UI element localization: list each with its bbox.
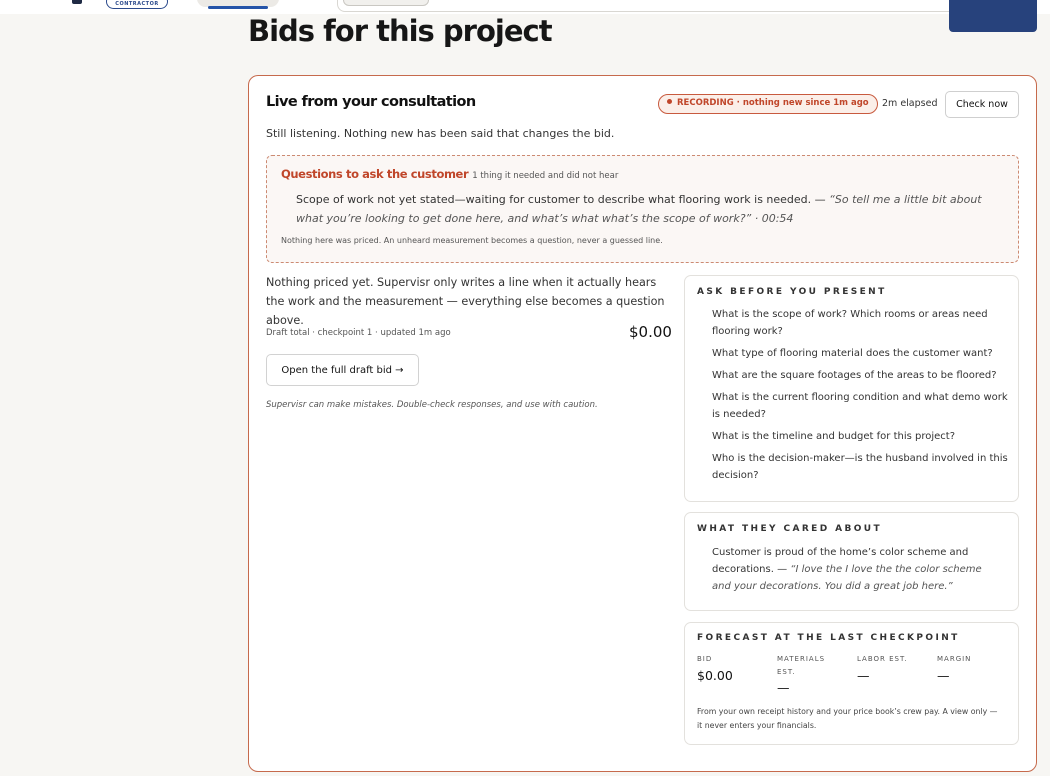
cared-about-text: Customer is proud of the home’s color scheme and decorations. — — [712, 547, 969, 575]
cared-about-heading: WHAT THEY CARED ABOUT — [697, 524, 883, 534]
ask-before-heading: ASK BEFORE YOU PRESENT — [697, 287, 887, 297]
search-filter-chip[interactable] — [343, 0, 429, 6]
questions-heading — [281, 167, 618, 181]
recording-status-badge — [658, 94, 878, 114]
page-title: Bids for this project — [248, 14, 552, 48]
draft-total-value: $0.00 — [629, 323, 672, 341]
listening-status-text: Still listening. Nothing new has been said that changes the bid. — [266, 127, 615, 140]
forecast-materials-label: MATERIALS EST. — [777, 655, 826, 676]
ask-question-list — [712, 306, 1008, 489]
ai-disclaimer: Supervisr can make mistakes. Double-check responses, and use with caution. — [266, 400, 598, 410]
forecast-note: From your own receipt history and your price book’s crew pay. A view only — it never enters your financials. — [697, 707, 998, 730]
contractor-badge: CONTRACTOR — [106, 0, 168, 9]
ask-question-item: What are the square footages of the areas to be floored? — [712, 370, 997, 381]
forecast-labor-label: LABOR EST. — [857, 655, 908, 663]
check-now-button[interactable]: Check now — [945, 91, 1019, 118]
live-section-title: Live from your consultation — [266, 94, 476, 110]
elapsed-time: 2m elapsed — [882, 98, 938, 109]
forecast-margin-label: MARGIN — [937, 655, 972, 663]
forecast-labor-value: — — [857, 668, 870, 683]
active-tab-indicator — [208, 6, 268, 9]
recording-label: RECORDING · nothing new since 1m ago — [677, 98, 869, 108]
question-quote: “So tell me a little bit about what you’re looking to get done here, and what’s what what’s the scope of work?” · 00:54 — [296, 193, 982, 225]
primary-action-button[interactable] — [949, 0, 1037, 32]
questions-subtitle: 1 thing it needed and did not hear — [472, 171, 619, 181]
forecast-bid-label: BID — [697, 655, 713, 663]
open-draft-bid-button[interactable]: Open the full draft bid → — [266, 354, 419, 386]
forecast-heading: FORECAST AT THE LAST CHECKPOINT — [697, 633, 960, 643]
ask-question-item: Who is the decision-maker—is the husband involved in this decision? — [712, 453, 1008, 481]
questions-title: Questions to ask the customer — [281, 167, 469, 181]
ask-question-item: What is the current flooring condition and what demo work is needed? — [712, 392, 1008, 420]
company-logo-icon[interactable] — [72, 0, 82, 4]
cared-about-quote: “I love the I love the the color scheme and your decorations. You did a great job here.” — [712, 564, 982, 592]
recording-dot-icon — [667, 99, 672, 104]
cared-about-item — [712, 544, 1002, 595]
ask-question-item: What type of flooring material does the customer want? — [712, 348, 993, 359]
questions-footnote: Nothing here was priced. An unheard measurement becomes a question, never a guessed line. — [281, 236, 663, 245]
question-text: Scope of work not yet stated—waiting for customer to describe what flooring work is needed. — — [296, 193, 830, 206]
forecast-margin-value: — — [937, 668, 950, 683]
question-item — [296, 190, 996, 228]
ask-question-item: What is the scope of work? Which rooms or areas need flooring work? — [712, 309, 988, 337]
search-bar[interactable] — [337, 0, 995, 12]
forecast-bid-value: $0.00 — [697, 668, 733, 683]
draft-explanation: Nothing priced yet. Supervisr only writes a line when it actually hears the work and the measurement — everything else becomes a question above. — [266, 276, 665, 327]
forecast-materials-value: — — [777, 680, 790, 695]
ask-question-item: What is the timeline and budget for this project? — [712, 431, 956, 442]
draft-total-label: Draft total · checkpoint 1 · updated 1m ago — [266, 328, 451, 338]
